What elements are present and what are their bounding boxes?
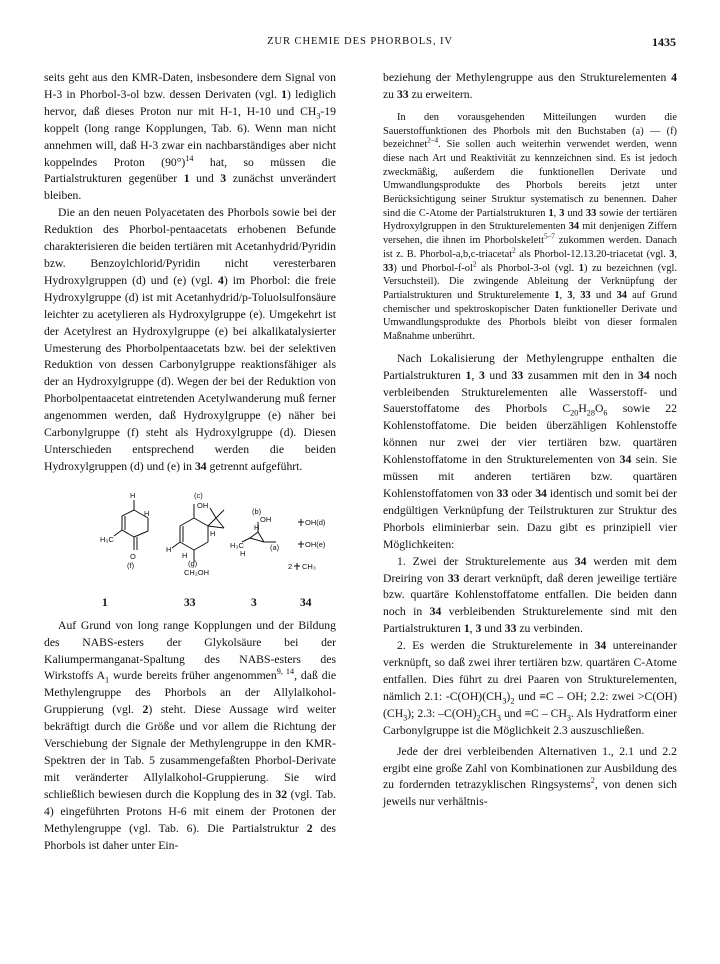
compound-ref: 34 — [619, 453, 632, 467]
compound-ref: 34 — [574, 554, 587, 568]
left-paragraph-1: seits geht aus den KMR-Daten, insbesondere dem Signal von H-3 in Phorbol-3-ol bzw. dessen Derivaten (vgl. 1) lediglich hervor, daß dieses Proton nur mit H-1, H-10 und $CH_3-19$ koppelt (long range Kopplungen, Tab. 6). Wenn man nicht annehmen will, daß H-3 zwar ein nachbarständiges aber nicht koppelndes Proton $(90^\circ)^{14}$ hat, so müssen die Partialstrukturen gegenüber 1 und 3 zunächst unverändert bleiben. — [44, 71, 337, 203]
citation: 2 — [512, 246, 516, 255]
compound-ref: 34 — [568, 221, 580, 233]
multiplier-label: 2 — [288, 561, 293, 571]
function-label-c: (c) — [194, 490, 203, 500]
right-column — [383, 70, 677, 811]
compound-ref: 33 — [511, 368, 524, 382]
hydroxyl-label: OH — [260, 514, 272, 524]
structure-label-33: 33 — [184, 596, 196, 609]
methyl-label: H₃C — [100, 534, 114, 544]
hydroxyl-e-label: OH(e) — [305, 539, 326, 549]
compound-ref: 34 — [194, 459, 207, 473]
compound-ref: 3 — [669, 248, 675, 260]
partial-structure-1 — [100, 491, 149, 570]
partial-structure-33 — [166, 491, 224, 577]
compound-ref: 3 — [478, 368, 485, 382]
hydroxyl-d-label: OH(d) — [305, 517, 326, 527]
page-number: 1435 — [652, 35, 676, 49]
compound-ref: 2 — [306, 821, 313, 835]
compound-ref: 2 — [142, 703, 149, 717]
compound-ref: 33 — [580, 289, 591, 301]
compound-ref: 1 — [554, 289, 560, 301]
citation: 2 — [590, 776, 595, 786]
h-label: H — [130, 490, 136, 500]
h-label: H — [144, 508, 150, 518]
compound-ref: 34 — [429, 605, 442, 619]
left-paragraph-3: Auf Grund von long range Kopplungen und der Bildung des NABS-esters der Glykolsäure bei der Kaliumpermanganat-Spaltung des NABS-esters des Wirkstoffs $A_1$ wurde bereits früher angenommen$^{9, 14}$, daß die Methylengruppe des Phorbols an der Allylalkohol-Gruppierung (vgl. 2) steht. Diese Aussage wird weiter bekräftigt durch die Größe und vor allem die Richtung der Verschiebung der Signale der Methylengruppe in den KMR-Spektren der in Tab. 5 zusammengefaßten Phorbol-Derivate mit veränderter Allylalkohol-Gruppierung. Sie wird schließlich bewiesen durch die Kopplung des in 32 (vgl. Tab. 4) eingeführten Protons H-6 mit einem der Protonen der Methylengruppe (vgl. Tab. 6). Die Partialstruktur 2 des Phorbols ist daher unter Ein- — [44, 618, 337, 852]
compound-ref: 32 — [275, 787, 288, 801]
right-paragraph-2: In den vorausgehenden Mitteilungen wurden die Sauerstoffunktionen des Phorbols mit den Buchstaben (a) — (f) bezeichnet$^{2-4}$. Sie sollen auch weiterhin verwendet werden, wenn diese nach Art und Reaktivität zu kennzeichnen sind. Es ist jedoch zweckmäßig, außerdem die funktionellen Derivate und Umwandlungsprodukte des Phorbols bereits jetzt unter Berücksichtigung seiner Struktur systematisch zu benennen. Daher sind die C-Atome der Partialstrukturen 1, 3 und 33 sowie der tertiären Hydroxylgruppen in den Strukturelementen 34 mit denjenigen Ziffern versehen, die ihnen im Phorbolskelett$^{5-7}$ zukommen werden. Danach ist z. B. Phorbol-a,b,c-triacetat$^2$ als Phorbol-12.13.20-triacetat (vgl. 3, 33) und Phorbol-$f-ol^2$ als Phorbol-3-ol (vgl. 1) zu bezeichnen (vgl. Versuchsteil). Die zwingende Ableitung der Verknüpfung der Partialstrukturen und Strukturelemente 1, 3, 33 und 34 auf Grund chemischer und spektroskopischer Daten funktioneller Derivate und Umwandlungsprodukte des Phorbols bleibt von dieser formalen Maßnahme unberührt. — [383, 111, 678, 343]
compound-ref: 1 — [465, 368, 472, 382]
h-label: H — [254, 522, 260, 532]
oxygen-label: O — [130, 551, 136, 561]
compound-ref: 1 — [548, 207, 554, 219]
compound-ref: 4 — [217, 273, 224, 287]
page-header — [44, 36, 676, 52]
function-label-g: (g) — [188, 558, 198, 568]
compound-ref: 34 — [594, 639, 607, 653]
structure-label-3: 3 — [251, 596, 257, 609]
methyl-label: H₃C — [230, 540, 244, 550]
right-paragraph-3: Nach Lokalisierung der Methylengruppe enthalten die Partialstrukturen 1, 3 und 33 zusammen mit den in 34 noch verbleibenden Strukturelementen alle Wasserstoff- und Sauerstoffatome des Phorbols $C_{20}H_{28}O_6$ sowie 22 Kohlenstoffatome. Die beiden überzähligen Kohlenstoffe können nur zwei der vier tertiären bzw. quartären Kohlenstoffatome in den Strukturelementen von 34 sein. Sie müssen mit anderen tertiären bzw. quartären Kohlenstoffatomen von 33 oder 34 identisch und somit bei der endgültigen Verknüpfung der Teilstrukturen zur Struktur des Phorbols eliminierbar sein. Dazu gibt es prinzipiell vier Möglichkeiten: — [383, 351, 678, 551]
citation: 5–7 — [544, 232, 555, 241]
compound-ref: 3 — [475, 622, 482, 636]
compound-ref: 3 — [220, 172, 227, 186]
hydroxymethyl-label: CH₂OH — [184, 567, 209, 577]
running-title: ZUR CHEMIE DES PHORBOLS, IV — [267, 36, 453, 47]
compound-ref: 1 — [578, 262, 584, 274]
h-label: H — [166, 544, 172, 554]
compound-ref: 4 — [671, 71, 677, 84]
left-column — [44, 70, 336, 854]
compound-ref: 34 — [637, 368, 650, 382]
citation: 14 — [185, 153, 194, 163]
citation: 2–4 — [427, 136, 439, 145]
citation: 2 — [472, 260, 477, 269]
compound-ref: 1 — [281, 87, 287, 101]
left-paragraph-2: Die an den neuen Polyacetaten des Phorbols sowie bei der Reduktion des Phorbol-pentaacetats erhobenen Befunde charakterisieren die beiden tertiären mit Acetanhydrid/Pyridin bzw. Benzoylchlorid/Pyridin nicht veresterbaren Hydroxylgruppen (d) und (e) (vgl. 4) im Phorbol: die freie Hydroxylgruppe (d) ist mit Acetanhydrid/p-Toluolsulfonsäure leichter zu acetylieren als Hydroxylgruppe (e). Umgekehrt ist der Acetylrest an Hydroxylgruppe (e) bei alkalikatalysierter Umesterung des Phorbolpentaacetats bzw. bei der selektiven Reduktion von dessen Carbonylgruppe reaktionsfähiger als der an Hydroxylgruppe (d). Wegen der bei der Reduktion von Phorbolpentaacetat eintretenden Acetylwanderung muß ferner angenommen werden, daß Hydroxylgruppe (e) näher bei Carbonylgruppe (f) steht als Hydroxylgruppe (d). Diesen Unterschieden entsprechend werden die beiden Hydroxylgruppen (d) und (e) in 34 getrennt aufgeführt. — [44, 206, 336, 473]
compound-ref: 33 — [496, 487, 509, 501]
compound-ref: 33 — [396, 87, 409, 101]
compound-ref: 34 — [535, 487, 547, 501]
structure-drawing — [44, 486, 336, 596]
figure-labels — [44, 595, 336, 611]
nomenclature-note — [383, 111, 677, 344]
h-label: H — [210, 528, 216, 538]
hydroxyl-label: OH — [197, 500, 209, 510]
structure-element-34 — [288, 518, 326, 571]
compound-ref: 33 — [383, 262, 394, 274]
right-paragraph-5: 2. Es werden die Strukturelemente in 34 untereinander verknüpft, so daß zwei ihrer tertiären bzw. quartären C-Atome entfallen. Dies führt zu drei Paaren von Strukturelementen, nämlich 2.1: $-C(OH)(CH_3)_2$ und ≡C – OH; 2.2: zwei $>C(OH)(CH_3)$; 2.3: $-C(OH)_2CH_3$ und $\equiv C - CH_3$. Als Hydratform einer Carbonylgruppe ist die Möglichkeit 2.3 auszuschließen. — [383, 639, 678, 737]
structure-figure — [44, 486, 336, 614]
compound-ref: 34 — [616, 289, 627, 301]
compound-ref: 3 — [559, 207, 565, 219]
citation: 9, 14 — [276, 667, 295, 677]
compound-ref: 33 — [585, 207, 597, 219]
function-label-f: (f) — [127, 560, 135, 570]
function-label-b: (b) — [252, 506, 262, 516]
h-label: H — [240, 548, 246, 558]
compound-ref: 1 — [463, 622, 470, 636]
right-paragraph-4: 1. Zwei der Strukturelemente aus 34 werden mit dem Dreiring von 33 derart verknüpft, daß deren jeweilige tertiäre bzw. quartäre Kohlenstoffatome entfallen. Die beiden dann noch in 34 verbleibenden Strukturelemente sind mit den Partialstrukturen 1, 3 und 33 zu verbinden. — [383, 554, 678, 636]
compound-ref: 33 — [504, 622, 517, 636]
compound-ref: 33 — [447, 571, 460, 585]
methyl-label: CH₃ — [302, 561, 316, 571]
h-label: H — [182, 550, 188, 560]
partial-structure-3 — [230, 507, 280, 558]
right-paragraph-1: beziehung der Methylengruppe aus den Strukturelementen 4 zu 33 zu erweitern. — [383, 71, 677, 101]
function-label-a: (a) — [270, 542, 280, 552]
right-paragraph-6: Jede der drei verbleibenden Alternativen 1., 2.1 und 2.2 ergibt eine große Zahl von Kombinationen zur Ausbildung des zu fordernden tetrazyklischen Ringsystems$^2$, von denen sich jeweils nur verhältnis- — [383, 744, 677, 809]
structure-label-34: 34 — [300, 596, 312, 609]
compound-ref: 3 — [567, 289, 573, 301]
compound-ref: 1 — [183, 172, 190, 186]
structure-label-1: 1 — [102, 596, 108, 609]
